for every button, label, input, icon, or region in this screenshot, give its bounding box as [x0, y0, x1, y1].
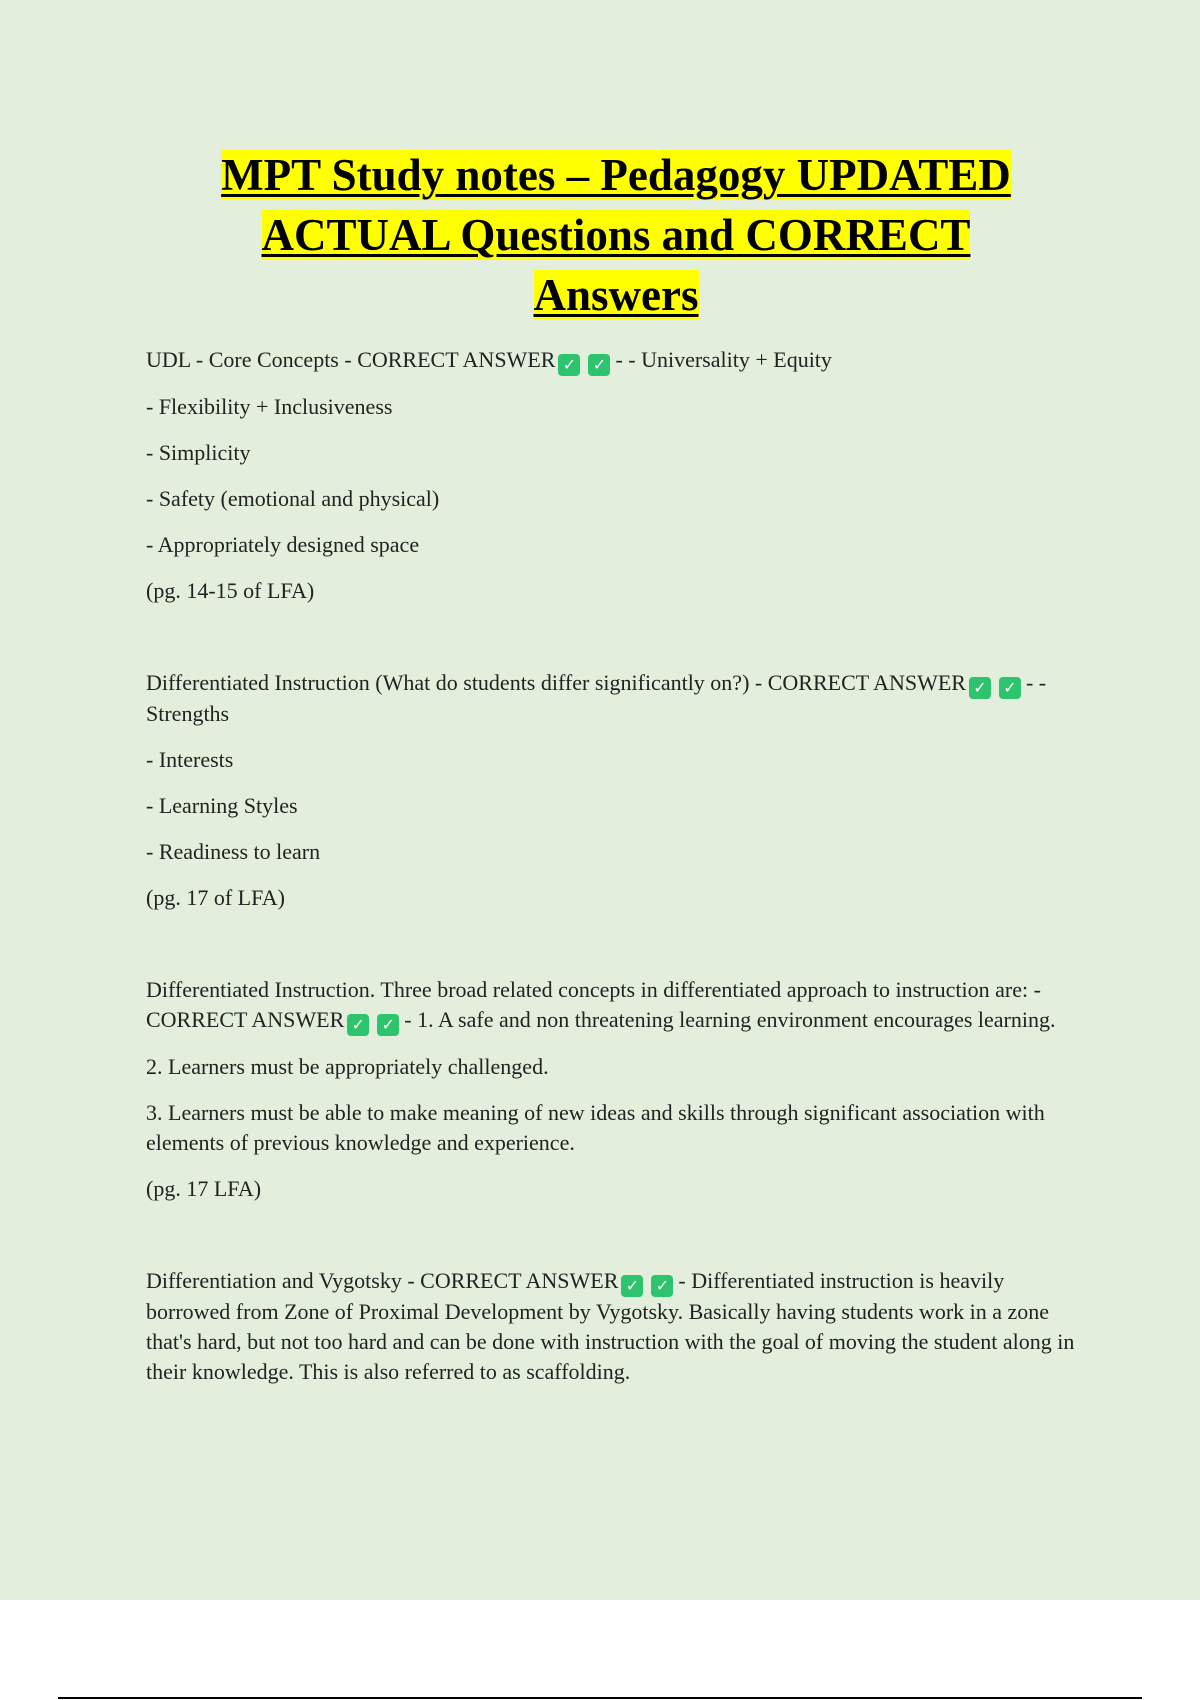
- section-gap: [146, 929, 1086, 975]
- qa-answer-line: - Readiness to learn: [146, 839, 321, 864]
- qa-answer-line: - Interests: [146, 747, 234, 772]
- document-title: [146, 145, 1086, 325]
- qa-question-line: [146, 975, 1086, 1036]
- qa-reference: (pg. 17 of LFA): [146, 885, 285, 910]
- qa-reference: (pg. 14-15 of LFA): [146, 578, 315, 603]
- qa-item: [146, 975, 1086, 1204]
- qa-item: [146, 345, 1086, 606]
- title-line-2: ACTUAL Questions and CORRECT: [261, 210, 971, 260]
- check-icon: ✓: [347, 1014, 369, 1036]
- check-icon: ✓: [999, 677, 1021, 699]
- qa-answer: - 1. A safe and non threatening learning environment encourages learning.: [404, 1007, 1056, 1032]
- qa-answer-line: - Learning Styles: [146, 793, 298, 818]
- qa-question: Differentiation and Vygotsky - CORRECT ANSWER: [146, 1268, 619, 1293]
- title-line-1: MPT Study notes – Pedagogy UPDATED: [221, 150, 1011, 200]
- qa-question-line: [146, 1266, 1086, 1387]
- check-icon: ✓: [377, 1014, 399, 1036]
- qa-answer: - - Universality + Equity: [615, 347, 832, 372]
- qa-answer-line: 3. Learners must be able to make meaning of new ideas and skills through significant association with elements of previous knowledge and experience.: [146, 1100, 1045, 1155]
- qa-item: [146, 1266, 1086, 1387]
- qa-answer-line: - Safety (emotional and physical): [146, 486, 440, 511]
- title-line-3: Answers: [533, 270, 699, 320]
- qa-question: UDL - Core Concepts - CORRECT ANSWER: [146, 347, 556, 372]
- qa-answer-line: 2. Learners must be appropriately challenged.: [146, 1054, 549, 1079]
- qa-answer-line: - Flexibility + Inclusiveness: [146, 394, 393, 419]
- qa-answer: - - Strengths: [146, 670, 1047, 726]
- qa-answer-line: - Simplicity: [146, 440, 251, 465]
- qa-question: Differentiated Instruction. Three broad related concepts in differentiated approach to instruction are: - CORRECT ANSWER: [146, 977, 1041, 1032]
- section-gap: [146, 1220, 1086, 1266]
- check-icon: ✓: [621, 1275, 643, 1297]
- check-icon: ✓: [969, 677, 991, 699]
- check-icon: ✓: [558, 354, 580, 376]
- qa-answer-line: - Appropriately designed space: [146, 532, 420, 557]
- section-gap: [146, 622, 1086, 668]
- check-icon: ✓: [651, 1275, 673, 1297]
- qa-question-line: [146, 668, 1086, 729]
- footer-divider: [58, 1697, 1142, 1699]
- qa-question: Differentiated Instruction (What do students differ significantly on?) - CORRECT ANSWER: [146, 670, 966, 695]
- qa-question-line: [146, 345, 1086, 376]
- qa-answer: - Differentiated instruction is heavily borrowed from Zone of Proximal Development by Vygotsky. Basically having students work in a zone that's hard, but not too hard and can be done with instruction with the goal of moving the student along in their knowledge. This is also referred to as scaffolding.: [146, 1268, 1075, 1384]
- document-content: [146, 145, 1086, 1403]
- check-icon: ✓: [588, 354, 610, 376]
- qa-reference: (pg. 17 LFA): [146, 1176, 262, 1201]
- qa-item: [146, 668, 1086, 913]
